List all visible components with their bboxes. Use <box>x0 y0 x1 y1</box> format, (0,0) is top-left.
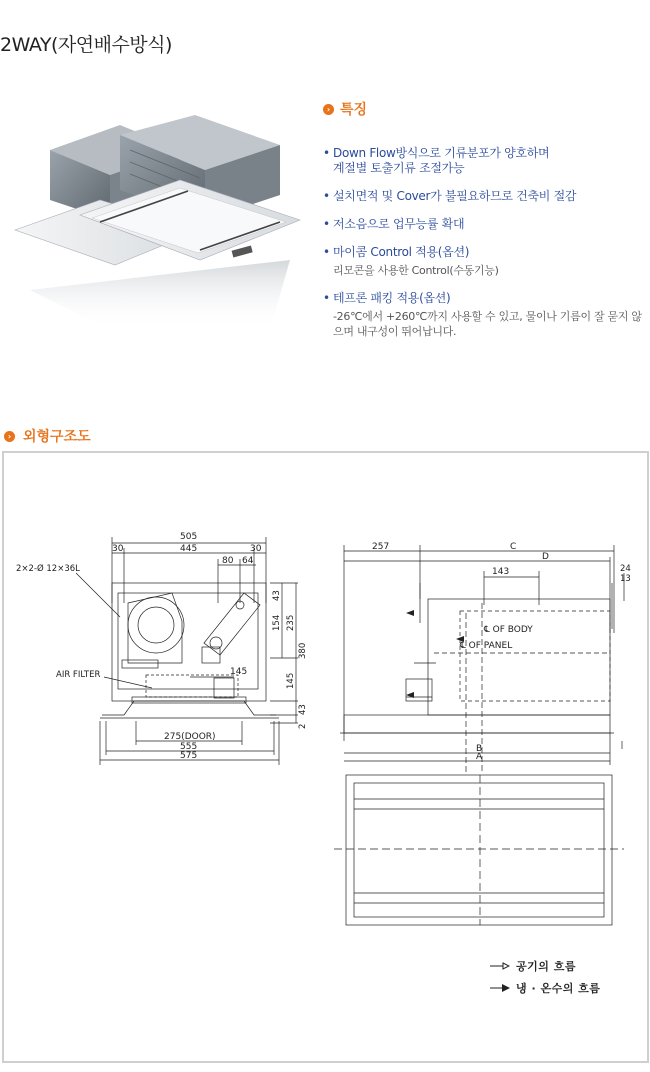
feature-item <box>323 291 643 339</box>
dim-b: B <box>476 744 483 754</box>
features-list <box>323 146 643 352</box>
dim-505: 505 <box>180 532 198 542</box>
dim-door: 275(DOOR) <box>164 732 216 742</box>
dim-145-vertical: 145 <box>286 672 296 689</box>
dim-380: 380 <box>298 642 308 659</box>
features-header <box>323 99 367 119</box>
flow-legend <box>490 958 600 1002</box>
centerline-panel-label: ℄ OF PANEL <box>460 641 513 651</box>
feature-item <box>323 245 643 278</box>
page-title: 2WAY(자연배수방식) <box>0 34 172 56</box>
dim-a: A <box>476 752 483 762</box>
dim-43-bottom: 43 <box>298 704 308 715</box>
dim-d: D <box>542 552 549 562</box>
legend-water-flow <box>490 980 600 996</box>
legend-air-flow-label: 공기의 흐름 <box>516 960 576 973</box>
solid-arrow-icon <box>490 984 510 992</box>
hole-label: 2×2-Ø 12×36L <box>16 564 80 574</box>
dim-c: C <box>510 542 517 552</box>
dim-145-horizontal: 145 <box>230 667 248 677</box>
centerline-body-label: ℄ OF BODY <box>484 625 533 635</box>
dim-143: 143 <box>492 567 510 577</box>
feature-item <box>323 217 643 232</box>
dim-43-top: 43 <box>272 590 282 601</box>
dim-30-left: 30 <box>112 544 124 554</box>
feature-subtext: -26℃에서 +260℃까지 사용할 수 있고, 물이나 기름이 잘 묻지 않으며 내구성이 뛰어납니다. <box>333 310 642 338</box>
air-filter-label: AIR FILTER <box>56 670 101 680</box>
feature-text: • Down Flow방식으로 기류분포가 양호하며 계절별 토출기류 조절가능 <box>333 146 550 175</box>
dim-24: 24 <box>620 564 631 574</box>
feature-text: • 설치면적 및 Cover가 불필요하므로 건축비 절감 <box>333 189 577 203</box>
legend-air-flow <box>490 958 600 974</box>
dim-445: 445 <box>180 544 198 554</box>
dim-575: 575 <box>180 751 198 761</box>
feature-subtext: 리모콘을 사용한 Control(수동기능) <box>333 264 499 277</box>
drawing-section-title: 외형구조도 <box>23 429 91 445</box>
dim-235: 235 <box>286 614 296 631</box>
feature-item <box>323 189 643 204</box>
dim-2: 2 <box>298 723 308 729</box>
dim-64: 64 <box>242 556 254 566</box>
feature-text: • 저소음으로 업무능률 확대 <box>333 217 465 231</box>
dim-555: 555 <box>180 742 198 752</box>
feature-text: • 테프론 패킹 적용(옵션) <box>333 291 451 305</box>
dim-80: 80 <box>222 556 234 566</box>
drawing-section-header <box>4 426 91 446</box>
features-title: 특징 <box>340 102 368 118</box>
feature-text: • 마이콤 Control 적용(옵션) <box>333 245 470 259</box>
dim-30-right: 30 <box>250 544 262 554</box>
legend-water-flow-label: 냉 · 온수의 흐름 <box>516 982 601 995</box>
product-image <box>10 110 310 330</box>
open-arrow-icon <box>490 962 510 970</box>
circle-arrow-icon: › <box>4 431 15 442</box>
feature-item <box>323 146 643 176</box>
circle-arrow-icon: › <box>323 104 334 115</box>
dim-257: 257 <box>372 542 390 552</box>
dim-13: 13 <box>620 574 631 584</box>
dim-154: 154 <box>272 614 282 631</box>
